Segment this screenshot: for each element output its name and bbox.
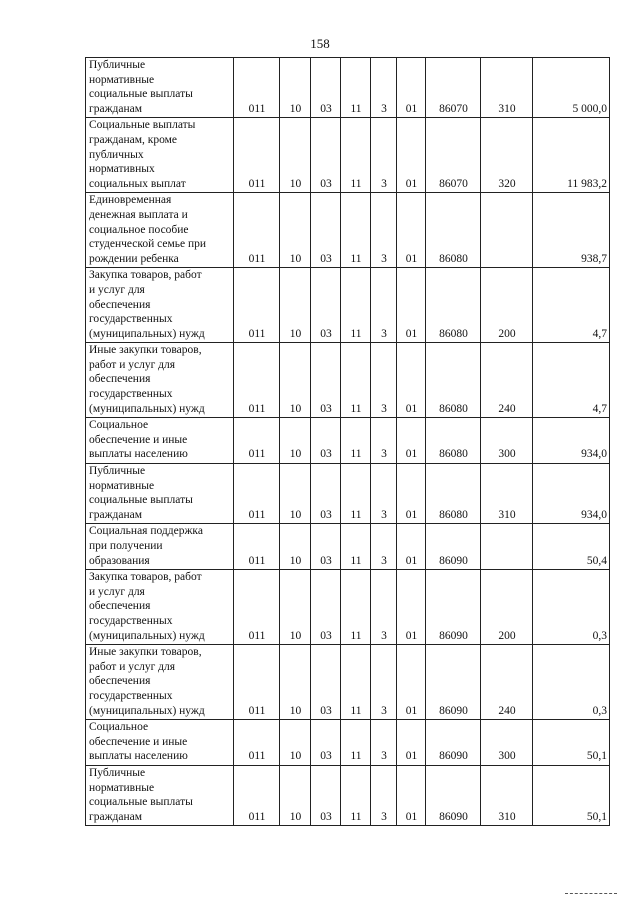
code-subsection: 03: [311, 193, 341, 268]
code-section: 10: [280, 645, 311, 720]
code-section: 10: [280, 418, 311, 464]
code-direction: 86080: [426, 418, 481, 464]
code-program: 11: [341, 570, 371, 645]
code-admin: 011: [234, 268, 280, 343]
code-program: 11: [341, 464, 371, 524]
code-program: 11: [341, 418, 371, 464]
table-row: [86, 570, 610, 645]
code-admin: 011: [234, 343, 280, 418]
code-section: 10: [280, 570, 311, 645]
row-name: Социальные выплаты гражданам, кроме публичных нормативных социальных выплат: [86, 118, 234, 193]
code-expense-type: 320: [481, 118, 533, 193]
code-admin: 011: [234, 524, 280, 570]
code-direction: 86080: [426, 193, 481, 268]
code-event: 01: [397, 343, 426, 418]
code-expense-type: 240: [481, 343, 533, 418]
code-section: 10: [280, 765, 311, 825]
code-expense-type: [481, 524, 533, 570]
code-admin: 011: [234, 193, 280, 268]
table-row: [86, 268, 610, 343]
code-subsection: 03: [311, 464, 341, 524]
code-event: 01: [397, 720, 426, 766]
code-program: 11: [341, 118, 371, 193]
code-direction: 86070: [426, 58, 481, 118]
code-program: 11: [341, 645, 371, 720]
code-subsection: 03: [311, 58, 341, 118]
code-program: 11: [341, 58, 371, 118]
code-subprogram: 3: [371, 720, 397, 766]
code-section: 10: [280, 720, 311, 766]
code-program: 11: [341, 524, 371, 570]
code-admin: 011: [234, 720, 280, 766]
code-subsection: 03: [311, 570, 341, 645]
code-direction: 86090: [426, 645, 481, 720]
code-expense-type: 300: [481, 720, 533, 766]
code-subsection: 03: [311, 645, 341, 720]
amount-cell: 11 983,2: [533, 118, 610, 193]
amount-cell: 50,1: [533, 720, 610, 766]
code-section: 10: [280, 118, 311, 193]
row-name: Закупка товаров, работ и услуг для обеспечения государственных (муниципальных) нужд: [86, 570, 234, 645]
table-row: [86, 418, 610, 464]
table-row: [86, 464, 610, 524]
code-subprogram: 3: [371, 464, 397, 524]
code-event: 01: [397, 570, 426, 645]
code-event: 01: [397, 464, 426, 524]
table-row: [86, 524, 610, 570]
code-program: 11: [341, 720, 371, 766]
code-admin: 011: [234, 570, 280, 645]
code-program: 11: [341, 343, 371, 418]
code-subprogram: 3: [371, 418, 397, 464]
row-name: Публичные нормативные социальные выплаты гражданам: [86, 464, 234, 524]
code-subprogram: 3: [371, 118, 397, 193]
row-name: Иные закупки товаров, работ и услуг для обеспечения государственных (муниципальных) нужд: [86, 343, 234, 418]
row-name: Социальное обеспечение и иные выплаты населению: [86, 418, 234, 464]
code-section: 10: [280, 343, 311, 418]
code-section: 10: [280, 524, 311, 570]
table-row: [86, 193, 610, 268]
code-subsection: 03: [311, 720, 341, 766]
code-subprogram: 3: [371, 193, 397, 268]
table-body: [86, 58, 610, 826]
code-subsection: 03: [311, 343, 341, 418]
code-program: 11: [341, 765, 371, 825]
code-section: 10: [280, 268, 311, 343]
code-section: 10: [280, 464, 311, 524]
code-direction: 86070: [426, 118, 481, 193]
code-subsection: 03: [311, 524, 341, 570]
code-event: 01: [397, 268, 426, 343]
code-expense-type: 200: [481, 268, 533, 343]
code-section: 10: [280, 58, 311, 118]
code-subsection: 03: [311, 765, 341, 825]
code-expense-type: 310: [481, 58, 533, 118]
code-direction: 86080: [426, 268, 481, 343]
code-admin: 011: [234, 418, 280, 464]
code-admin: 011: [234, 645, 280, 720]
code-program: 11: [341, 268, 371, 343]
amount-cell: 50,1: [533, 765, 610, 825]
amount-cell: 934,0: [533, 418, 610, 464]
amount-cell: 50,4: [533, 524, 610, 570]
code-expense-type: [481, 193, 533, 268]
code-subsection: 03: [311, 418, 341, 464]
code-direction: 86090: [426, 524, 481, 570]
code-expense-type: 300: [481, 418, 533, 464]
code-expense-type: 310: [481, 765, 533, 825]
amount-cell: 5 000,0: [533, 58, 610, 118]
row-name: Социальная поддержка при получении образования: [86, 524, 234, 570]
table-row: [86, 720, 610, 766]
row-name: Публичные нормативные социальные выплаты гражданам: [86, 58, 234, 118]
code-expense-type: 240: [481, 645, 533, 720]
code-event: 01: [397, 645, 426, 720]
amount-cell: 938,7: [533, 193, 610, 268]
code-event: 01: [397, 418, 426, 464]
row-name: Закупка товаров, работ и услуг для обеспечения государственных (муниципальных) нужд: [86, 268, 234, 343]
code-direction: 86090: [426, 720, 481, 766]
code-expense-type: 200: [481, 570, 533, 645]
budget-table: [85, 57, 610, 826]
table-row: [86, 343, 610, 418]
amount-cell: 0,3: [533, 645, 610, 720]
row-name: Иные закупки товаров, работ и услуг для обеспечения государственных (муниципальных) нужд: [86, 645, 234, 720]
code-subprogram: 3: [371, 645, 397, 720]
code-event: 01: [397, 118, 426, 193]
code-event: 01: [397, 193, 426, 268]
code-admin: 011: [234, 58, 280, 118]
table-row: [86, 118, 610, 193]
code-subsection: 03: [311, 268, 341, 343]
code-subprogram: 3: [371, 765, 397, 825]
code-admin: 011: [234, 464, 280, 524]
row-name: Публичные нормативные социальные выплаты гражданам: [86, 765, 234, 825]
table-row: [86, 765, 610, 825]
code-subsection: 03: [311, 118, 341, 193]
code-admin: 011: [234, 765, 280, 825]
row-name: Единовременная денежная выплата и социальное пособие студенческой семье при рождении ребенка: [86, 193, 234, 268]
code-subprogram: 3: [371, 570, 397, 645]
code-program: 11: [341, 193, 371, 268]
code-event: 01: [397, 765, 426, 825]
amount-cell: 4,7: [533, 268, 610, 343]
footer-line: [565, 893, 617, 894]
code-direction: 86090: [426, 570, 481, 645]
code-direction: 86090: [426, 765, 481, 825]
row-name: Социальное обеспечение и иные выплаты населению: [86, 720, 234, 766]
page-number: 158: [310, 36, 330, 51]
code-direction: 86080: [426, 464, 481, 524]
code-subprogram: 3: [371, 268, 397, 343]
amount-cell: 4,7: [533, 343, 610, 418]
amount-cell: 934,0: [533, 464, 610, 524]
code-subprogram: 3: [371, 524, 397, 570]
code-event: 01: [397, 524, 426, 570]
code-admin: 011: [234, 118, 280, 193]
code-subprogram: 3: [371, 343, 397, 418]
code-subprogram: 3: [371, 58, 397, 118]
code-section: 10: [280, 193, 311, 268]
amount-cell: 0,3: [533, 570, 610, 645]
code-direction: 86080: [426, 343, 481, 418]
code-expense-type: 310: [481, 464, 533, 524]
table-row: [86, 58, 610, 118]
table-row: [86, 645, 610, 720]
code-event: 01: [397, 58, 426, 118]
